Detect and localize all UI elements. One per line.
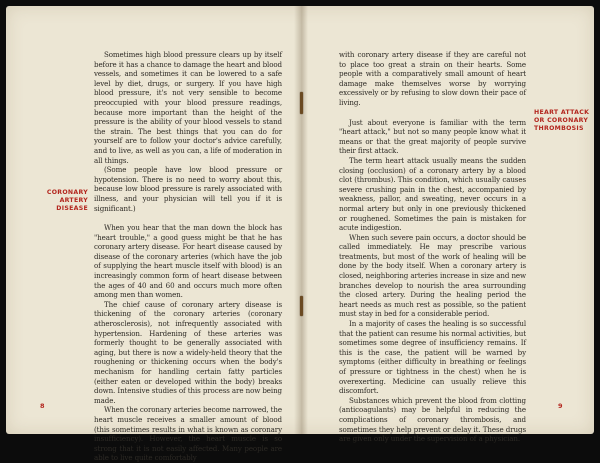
staple-bottom bbox=[300, 296, 303, 316]
right-paragraph-6: Substances which prevent the blood from clotting (anticoagulants) may be helpful in reducing the complications of coronary thrombosis, and sometimes they help prevent or delay it. These drugs are given only under the supervision of a physician. bbox=[339, 395, 526, 444]
side-heading-line: OR CORONARY bbox=[534, 117, 589, 124]
side-heading-heart-attack bbox=[534, 109, 590, 133]
right-page-body bbox=[339, 50, 526, 444]
left-paragraph-4: The chief cause of coronary artery disease is thickening of the coronary arteries (coronary atherosclerosis), not infrequently associated with hypertension. Hardening of these arteries was formerly thought to be generally associated with aging, but there is now a widely-held theory that the roughening or thickening occurs when the body's mechanism for handling certain fatty particles (either eaten or developed within the body) breaks down. Intensive studies of this process are now being made. bbox=[94, 299, 282, 405]
side-heading-line: ARTERY DISEASE bbox=[56, 197, 88, 212]
page-number-right: 9 bbox=[558, 402, 563, 410]
right-paragraph-2: Just about everyone is familiar with the term "heart attack," but not so many people know what it means or that the great majority of people survive their first attack. bbox=[339, 117, 526, 156]
right-paragraph-1: with coronary artery disease if they are careful not to place too great a strain on their hearts. Some people with a comparatively small amount of heart damage make themselves worse by worrying excessively or by refusing to slow down their pace of living. bbox=[339, 50, 526, 107]
right-paragraph-3: The term heart attack usually means the sudden closing (occlusion) of a coronary artery by a blood clot (thrombus). This condition, which usually causes severe crushing pain in the chest, accompanied by weakness, pallor, and sweating, never occurs in a normal artery but only in one previously thickened or roughened. Sometimes the pain is mistaken for acute indigestion. bbox=[339, 155, 526, 233]
right-paragraph-4: When such severe pain occurs, a doctor should be called immediately. He may prescribe various treatments, but most of the work of healing will be done by the body itself. When a coronary artery is closed, neighboring arteries increase in size and new branches develop to nourish the area surrounding the closed artery. During the healing period the heart needs as much rest as possible, so the patient must stay in bed for a considerable period. bbox=[339, 232, 526, 319]
left-paragraph-3: When you hear that the man down the block has "heart trouble," a good guess might be that he has coronary artery disease. For heart disease caused by disease of the coronary arteries (which have the job of supplying the heart muscle itself with blood) is an increasingly common form of heart disease between the ages of 40 and 60 and occurs much more often among men than women. bbox=[94, 223, 282, 300]
side-heading-line: HEART ATTACK bbox=[534, 109, 590, 116]
left-paragraph-5: When the coronary arteries become narrowed, the heart muscle receives a smaller amount of blood (this sometimes results in what is known as coronary insufficiency). However, the heart muscle is so strong that it is not easily affected. Many people are able to live quite comfortably bbox=[94, 405, 282, 463]
right-paragraph-5: In a majority of cases the healing is so successful that the patient can resume his normal activities, but sometimes some degree of insufficiency remains. If this is the case, the patient will be warned by symptoms (either difficulty in breathing or feelings of pressure or tightness in the chest) when he is overexerting. Medicine can usually relieve this discomfort. bbox=[339, 319, 526, 396]
side-heading-line: THROMBOSIS bbox=[534, 125, 584, 132]
left-paragraph-2: (Some people have low blood pressure or hypotension. There is no need to worry about this, because low blood pressure is rarely associated with illness, and your physician will tell you if it is significant.) bbox=[94, 165, 282, 213]
side-heading-coronary-artery-disease bbox=[26, 189, 88, 213]
staple-top bbox=[300, 92, 303, 114]
booklet-spread bbox=[6, 6, 594, 463]
page-number-left: 8 bbox=[40, 402, 45, 410]
left-page-body bbox=[94, 50, 282, 463]
center-gutter bbox=[294, 6, 308, 434]
side-heading-line: CORONARY bbox=[46, 189, 88, 196]
left-paragraph-1: Sometimes high blood pressure clears up by itself before it has a chance to damage the heart and blood vessels, and sometimes it can be lowered to a safe level by diet, drugs, or surgery. If you have high blood pressure, it's not very sensible to become preoccupied with your blood pressure readings, because more important than the height of the pressure is the ability of your blood vessels to stand the strain. The best things that you can do for yourself are to follow your doctor's advice carefully, and to live, as well as you can, a life of moderation in all things. bbox=[94, 50, 282, 165]
